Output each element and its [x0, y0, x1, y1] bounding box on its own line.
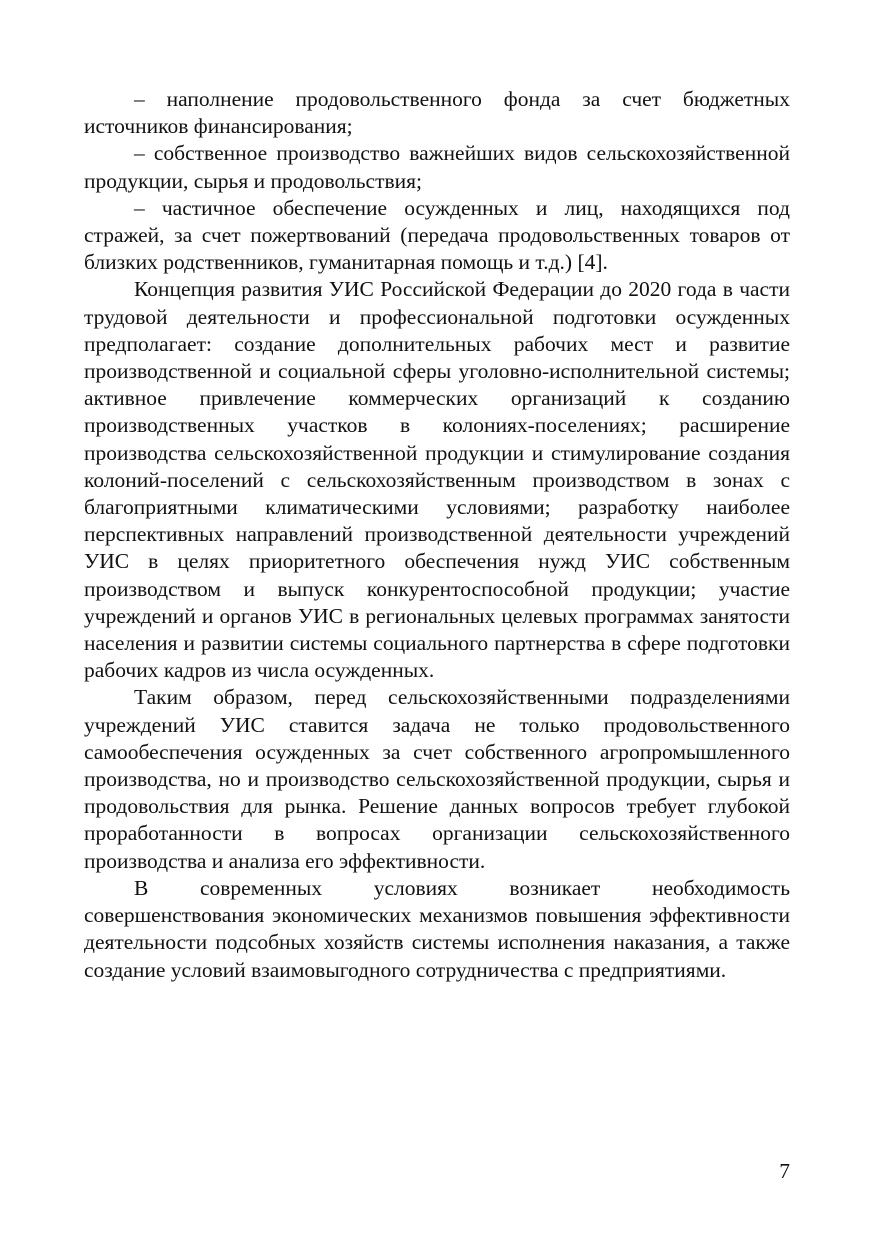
list-item-food-fund: – наполнение продовольственного фонда за счет бюджетных источников финансирования;	[84, 87, 790, 139]
list-item-own-production: – собственное производство важнейших видов сельскохозяйственной продукции, сырья и продовольствия;	[84, 141, 790, 193]
list-item-donations: – частичное обеспечение осужденных и лиц, находящихся под стражей, за счет пожертвований (передача продовольственных товаров от близких родственников, гуманитарная помощь и т.д.) [4].	[84, 195, 790, 275]
paragraph-concept: Концепция развития УИС Российской Федерации до 2020 года в части трудовой деятельности и профессиональной подготовки осужденных предполагает: создание дополнительных рабочих мест и развитие производственной и социальной сферы уголовно-исполнительной системы; активное привлечение коммерческих организаций к созданию производственных участков в колониях-поселениях; расширение производства сельскохозяйственной продукции и стимулирование создания колоний-поселений с сельскохозяйственным производством в зонах с благоприятными климатическими условиями; разработку наиболее перспективных направлений производственной деятельности учреждений УИС в целях приоритетного обеспечения нужд УИС собственным производством и выпуск конкурентоспособной продукции; участие учреждений и органов УИС в региональных целевых программах занятости населения и развитии системы социального партнерства в сфере подготовки рабочих кадров из числа осужденных.	[84, 277, 790, 683]
document-body	[84, 86, 790, 984]
page-number: 7	[779, 1159, 790, 1183]
paragraph-conclusion: Таким образом, перед сельскохозяйственными подразделениями учреждений УИС ставится задача не только продовольственного самообеспечения осужденных за счет собственного агропромышленного производства, но и производство сельскохозяйственной продукции, сырья и продовольствия для рынка. Решение данных вопросов требует глубокой проработанности в вопросах организации сельскохозяйственного производства и анализа его эффективности.	[84, 685, 790, 873]
paragraph-modern-conditions: В современных условиях возникает необходимость совершенствования экономических механизмов повышения эффективности деятельности подсобных хозяйств системы исполнения наказания, а также создание условий взаимовыгодного сотрудничества с предприятиями.	[84, 875, 790, 982]
